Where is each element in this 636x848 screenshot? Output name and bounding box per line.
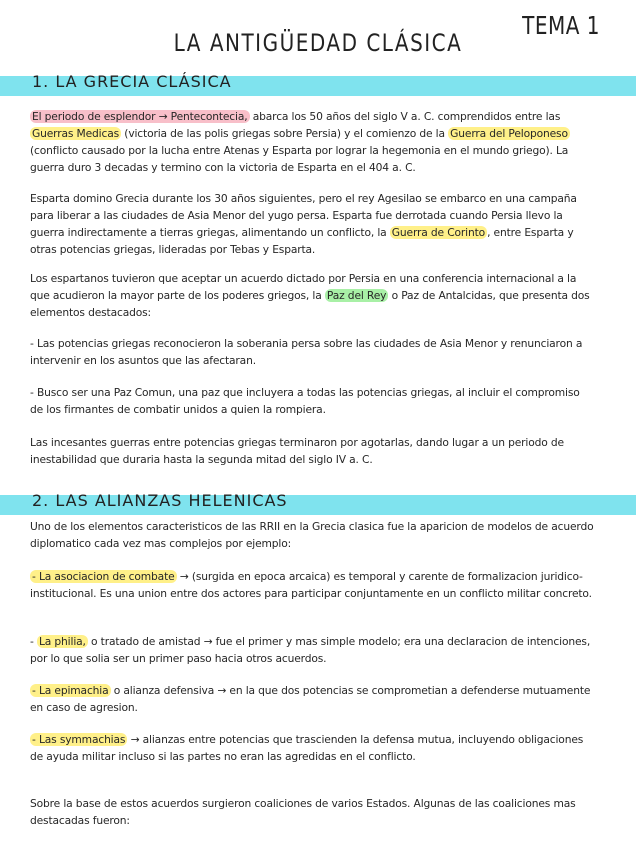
highlight-guerras-medicas: Guerras Medicas <box>32 127 120 140</box>
section-1-paragraph-3: Los espartanos tuvieron que aceptar un acuerdo dictado por Persia en una conferencia internacional a la que acudieron la mayor parte de los poderes griegos, la Paz del Rey o Paz de Antalcidas, que presenta dos elementos destacados: <box>30 272 590 319</box>
section-2-paragraph-4: - La epimachia o alianza defensiva → en la que dos potencias se comprometian a defenderse mutuamente en caso de agresion. <box>30 684 591 714</box>
section-1-paragraph-4: - Las potencias griegas reconocieron la soberania persa sobre las ciudades de Asia Menor y renunciaron a intervenir en los asuntos que las afectaran. <box>30 337 583 367</box>
highlight-guerra-peloponeso: Guerra del Peloponeso <box>450 127 568 140</box>
page-title: LA ANTIGÜEDAD CLÁSICA <box>173 28 463 57</box>
highlight-pentecontecia: El periodo de esplendor → Pentecontecia, <box>32 110 248 123</box>
highlight-guerra-corinto: Guerra de Corinto <box>391 226 486 239</box>
section-1-paragraph-5: - Busco ser una Paz Comun, una paz que incluyera a todas las potencias griegas, al incluir el compromiso de los firmantes de combatir unidos a quien la rompiera. <box>30 386 580 416</box>
highlight-symmachias: - Las symmachias <box>32 733 126 746</box>
section-1-paragraph-1: El periodo de esplendor → Pentecontecia, abarca los 50 años del siglo V a. C. comprendidos entre las Guerras Medicas (victoria de las polis griegas sobre Persia) y el comienzo de la Guerra del Peloponeso (conflicto causado por la lucha entre Atenas y Esparta por lograr la hegemonia en el mundo griego). La guerra duro 3 decadas y termino con la victoria de Esparta en el 404 a. C. <box>30 110 569 174</box>
section-2-paragraph-2: - La asociacion de combate → (surgida en epoca arcaica) es temporal y carente de formalizacion juridico-institucional. Es una union entre dos actores para participar conjuntamente en un conflicto militar concreto. <box>30 570 592 600</box>
topic-label: TEMA 1 <box>522 10 600 40</box>
section-2-paragraph-3: - La philia, o tratado de amistad → fue el primer y mas simple modelo; era una declaracion de intenciones, por lo que solia ser un primer paso hacia otros acuerdos. <box>30 635 591 665</box>
highlight-paz-del-rey: Paz del Rey <box>326 289 387 302</box>
highlight-epimachia: - La epimachia <box>32 684 109 697</box>
section-2-paragraph-5: - Las symmachias → alianzas entre potencias que trascienden la defensa mutua, incluyendo obligaciones de ayuda militar incluso si las partes no eran las agredidas en el conflicto. <box>30 733 584 763</box>
section-2-paragraph-6: Sobre la base de estos acuerdos surgieron coaliciones de varios Estados. Algunas de las coaliciones mas destacadas fueron: <box>30 797 576 827</box>
highlight-asociacion-combate: - La asociacion de combate <box>32 570 175 583</box>
section-1-paragraph-6: Las incesantes guerras entre potencias griegas terminaron por agotarlas, dando lugar a un periodo de inestabilidad que duraria hasta la segunda mitad del siglo IV a. C. <box>30 436 564 466</box>
section-1-heading: 1. LA GRECIA CLÁSICA <box>32 72 232 91</box>
section-2-paragraph-1: Uno de los elementos caracteristicos de las RRII en la Grecia clasica fue la aparicion de modelos de acuerdo diplomatico cada vez mas complejos por ejemplo: <box>30 520 594 550</box>
section-1-paragraph-2: Esparta domino Grecia durante los 30 años siguientes, pero el rey Agesilao se embarco en una campaña para liberar a las ciudades de Asia Menor del yugo persa. Esparta fue derrotada cuando Persia llevo la guerra indirectamente a tierras griegas, alimentando un conflicto, la Guerra de Corinto , entre Esparta y otras potencias griegas, lideradas por Tebas y Esparta. <box>30 192 577 256</box>
section-2-heading: 2. LAS ALIANZAS HELENICAS <box>32 491 288 510</box>
highlight-philia: La philia, <box>38 635 86 648</box>
